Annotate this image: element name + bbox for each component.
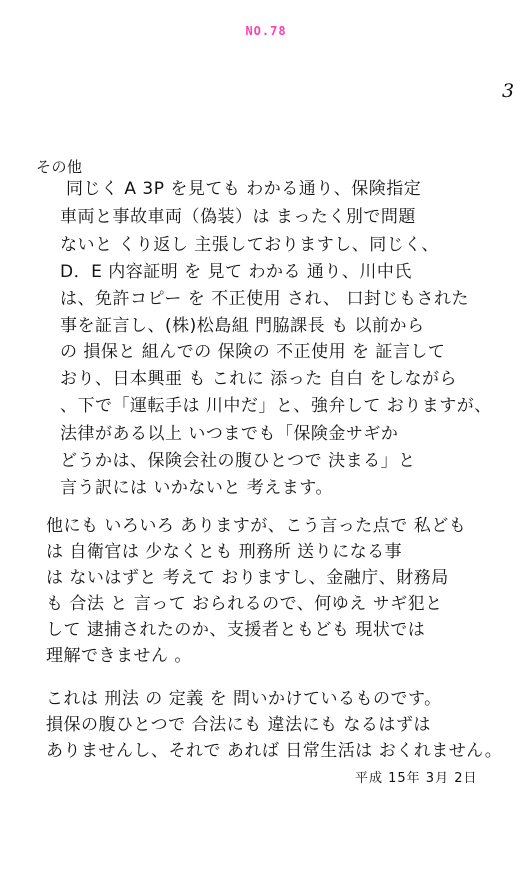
paragraph-1-line-9: 、下で「運転手は 川中だ」と、強弁して おりますが、 xyxy=(60,396,492,416)
paragraph-2-line-2: は 自衛官は 少なくとも 刑務所 送りになる事 xyxy=(46,542,403,562)
paragraph-3-line-3: ありませんし、それで あれば 日常生活は おくれません。 xyxy=(46,741,503,761)
paragraph-1-line-7: の 損保と 組んでの 保険の 不正使用 を 証言して xyxy=(60,342,446,362)
page-number: NO.78 xyxy=(245,24,287,38)
paragraph-1-line-4: D．E 内容証明 を 見て わかる 通り、川中氏 xyxy=(60,262,412,282)
paragraph-1-line-2: 車両と事故車両（偽装）は まったく別で問題 xyxy=(60,207,416,227)
paragraph-1-line-1: 同じく A 3P を見ても わかる通り、保険指定 xyxy=(66,179,422,199)
paragraph-2-line-3: は ないはずと 考えて おりますし、金融庁、財務局 xyxy=(46,568,449,588)
paragraph-2-line-4: も 合法 と 言って おられるので、何ゆえ サギ犯と xyxy=(46,594,443,614)
paragraph-1-line-10: 法律がある以上 いつまでも「保険金サギか xyxy=(60,424,399,444)
paragraph-2-line-1: 他にも いろいろ ありますが、こう言った点で 私ども xyxy=(46,516,467,536)
paragraph-1-line-12: 言う訳には いかないと 考えます。 xyxy=(60,478,333,498)
paragraph-1-line-6: 事を証言し、(株)松島組 門脇課長 も 以前から xyxy=(60,316,425,336)
page-corner-mark: 3 xyxy=(502,80,515,102)
section-label: その他 xyxy=(36,158,83,176)
paragraph-2-line-5: して 逮捕されたのか、支援者ともども 現状では xyxy=(46,620,426,640)
paragraph-1-line-5: は、免許コピー を 不正使用 され、 口封じもされた xyxy=(60,289,469,309)
paragraph-2-line-6: 理解できません 。 xyxy=(46,646,192,666)
paragraph-1-line-11: どうかは、保険会社の腹ひとつで 決まる」と xyxy=(60,451,416,471)
paragraph-1-line-8: おり、日本興亜 も これに 添った 自白 をしながら xyxy=(60,369,458,389)
document-date: 平成 15年 3月 2日 xyxy=(355,771,478,786)
paragraph-3-line-1: これは 刑法 の 定義 を 問いかけているものです。 xyxy=(46,689,442,709)
paragraph-3-line-2: 損保の腹ひとつで 合法にも 違法にも なるはずは xyxy=(46,715,431,735)
paragraph-1-line-3: ないと くり返し 主張しておりますし、同じく、 xyxy=(60,235,439,255)
